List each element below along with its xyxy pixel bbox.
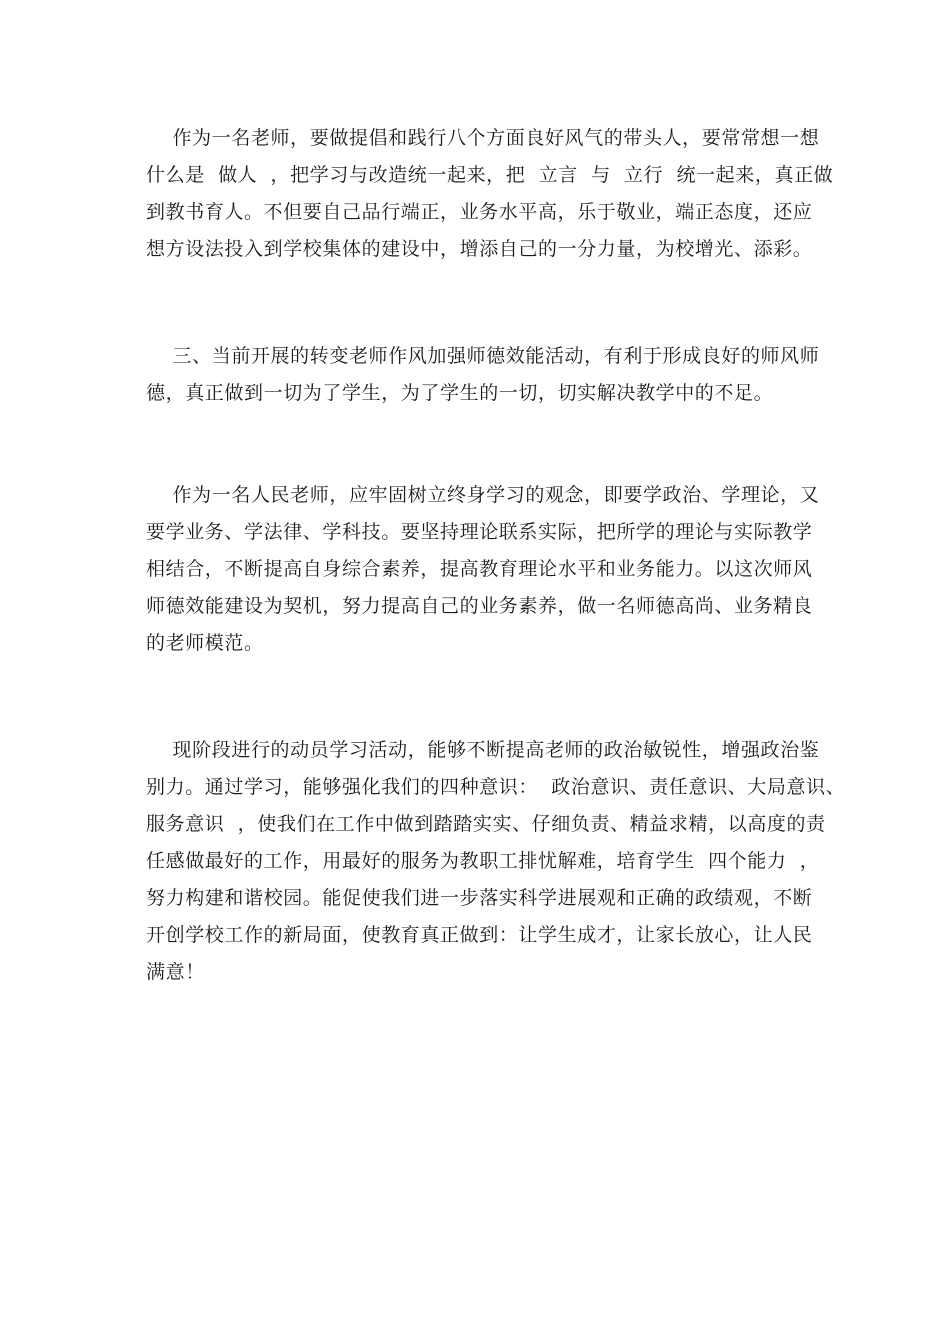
paragraph-line: 德，真正做到一切为了学生，为了学生的一切，切实解决教学中的不足。 [146,382,774,404]
paragraph-line: 服务意识 ，使我们在工作中做到踏踏实实、仔细负责、精益求精，以高度的责 [146,813,826,835]
paragraph-line: 相结合，不断提高自身综合素养，提高教育理论水平和业务能力。以这次师风 [146,558,813,580]
paragraph-line: 现阶段进行的动员学习活动，能够不断提高老师的政治敏锐性，增强政治鉴 [146,739,820,761]
paragraph-line: 作为一名老师，要做提倡和践行八个方面良好风气的带头人，要常常想一想 [146,127,820,149]
paragraph-line: 要学业务、学法律、学科技。要坚持理论联系实际，把所学的理论与实际教学 [146,521,813,543]
paragraph-line: 任感做最好的工作，用最好的服务为教职工排忧解难，培育学生 四个能力 ， [146,850,820,872]
paragraph-line: 满意！ [146,961,205,983]
paragraph-line: 作为一名人民老师，应牢固树立终身学习的观念，即要学政治、学理论，又 [146,484,820,506]
paragraph-1 [146,120,836,268]
paragraph-line: 的老师模范。 [146,632,264,654]
paragraph-line: 开创学校工作的新局面，使教育真正做到：让学生成才，让家长放心，让人民 [146,924,813,946]
paragraph-line: 三、当前开展的转变老师作风加强师德效能活动，有利于形成良好的师风师 [146,345,820,367]
paragraph-line: 什么是 做人 ，把学习与改造统一起来，把 立言 与 立行 统一起来，真正做 [146,164,834,186]
paragraph-line: 别力。通过学习，能够强化我们的四种意识： 政治意识、责任意识、大局意识、 [146,776,846,798]
paragraph-line: 师德效能建设为契机，努力提高自己的业务素养，做一名师德高尚、业务精良 [146,595,813,617]
paragraph-2 [146,338,836,412]
paragraph-3 [146,477,836,662]
paragraph-line: 想方设法投入到学校集体的建设中，增添自己的一分力量，为校增光、添彩。 [146,238,813,260]
paragraph-4 [146,732,846,991]
paragraph-line: 到教书育人。不但要自己品行端正，业务水平高，乐于敬业，端正态度，还应 [146,201,813,223]
paragraph-line: 努力构建和谐校园。能促使我们进一步落实科学进展观和正确的政绩观，不断 [146,887,813,909]
